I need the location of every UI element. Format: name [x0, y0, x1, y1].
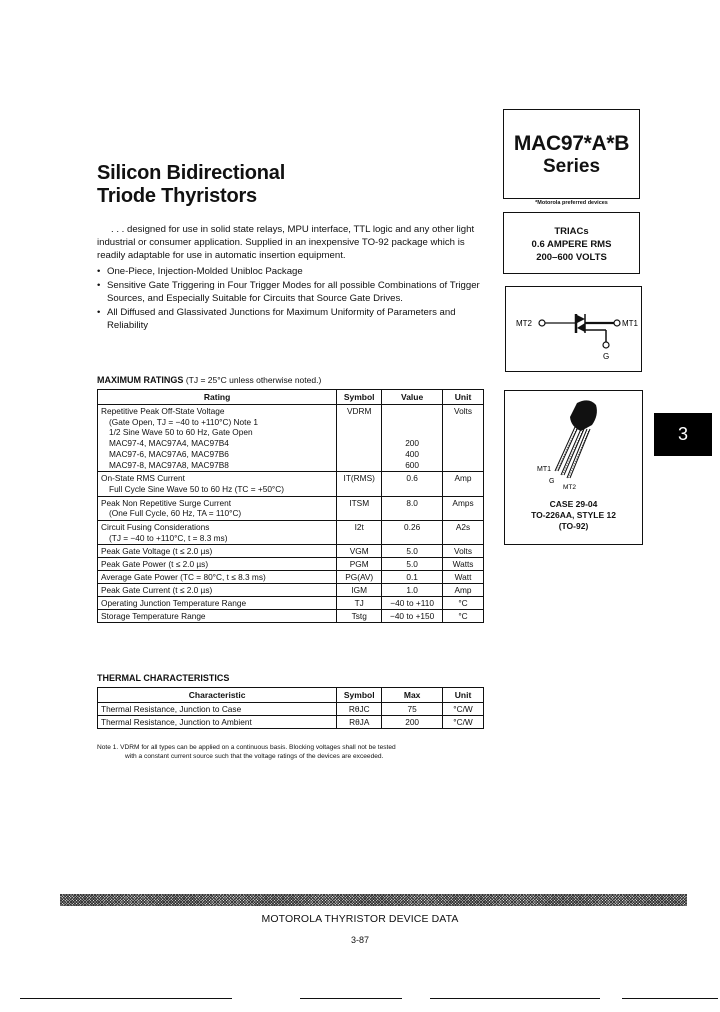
characteristic-cell: Thermal Resistance, Junction to Ambient [98, 716, 337, 729]
footer-hatch-band [60, 894, 687, 906]
case-style: TO-226AA, STYLE 12 [531, 510, 616, 520]
value-600: 600 [405, 459, 420, 470]
table-header-row [98, 390, 484, 405]
feature-item: • All Diffused and Glassivated Junctions for Maximum Uniformity of Parameters and Reliability [97, 306, 482, 332]
table-row [98, 584, 484, 597]
value-cell: 0.6 [382, 472, 443, 496]
column-header-unit: Unit [443, 688, 484, 703]
table-row [98, 716, 484, 729]
table-row [98, 496, 484, 520]
value-200: 200 [405, 438, 420, 449]
symbol-cell: I2t [337, 521, 382, 545]
table-row [98, 610, 484, 623]
section-tab: 3 [654, 413, 712, 456]
spec-line-current: 0.6 AMPERE RMS [531, 239, 612, 250]
unit-cell: Amp [443, 584, 484, 597]
thermal-table [97, 687, 484, 729]
symbol-cell: IT(RMS) [337, 472, 382, 496]
rating-condition: (One Full Cycle, 60 Hz, TA = 110°C) [109, 508, 242, 519]
characteristic-cell: Thermal Resistance, Junction to Case [98, 703, 337, 716]
max-ratings-condition: (TJ = 25°C unless otherwise noted.) [185, 375, 322, 385]
symbol-cell: Tstg [337, 610, 382, 623]
value-cell: 0.26 [382, 521, 443, 545]
to92-package-icon [505, 391, 642, 496]
lead-mt2-label: MT2 [563, 484, 576, 491]
device-group: MAC97-8, MAC97A8, MAC97B8 [109, 459, 229, 470]
max-cell: 200 [382, 716, 443, 729]
symbol-cell: PGM [337, 558, 382, 571]
rating-condition: Full Cycle Sine Wave 50 to 60 Hz (TC = +50°C) [109, 483, 285, 494]
rating-name: Operating Junction Temperature Range [98, 597, 337, 610]
value-cell: 8.0 [382, 496, 443, 520]
terminal-mt2-label: MT2 [516, 319, 532, 328]
symbol-cell: TJ [337, 597, 382, 610]
terminal-gate-label: G [603, 352, 610, 361]
footnote-line-1: Note 1. VDRM for all types can be applied on a continuous basis. Blocking voltages shall not be tested [97, 744, 396, 751]
max-ratings-heading [97, 375, 321, 385]
unit-cell: °C/W [443, 716, 484, 729]
unit-cell: Amps [443, 496, 484, 520]
case-number: CASE 29-04 [549, 499, 598, 509]
table-header-row [98, 688, 484, 703]
triac-schematic-icon [506, 287, 641, 371]
part-number: MAC97*A*B [513, 132, 630, 155]
unit-cell: °C/W [443, 703, 484, 716]
column-header-unit: Unit [443, 390, 484, 405]
case-description [505, 499, 642, 532]
table-row [98, 597, 484, 610]
column-header-symbol: Symbol [337, 688, 382, 703]
case-package: (TO-92) [558, 521, 589, 531]
table-row [98, 558, 484, 571]
terminal-mt1-label: MT1 [622, 319, 638, 328]
symbol-cell: VGM [337, 545, 382, 558]
max-ratings-table [97, 389, 484, 623]
table-row [98, 405, 484, 472]
bottom-rule [300, 998, 402, 999]
symbol-cell: VDRM [337, 405, 382, 472]
bottom-rule [622, 998, 718, 999]
part-number-box [503, 109, 640, 199]
title-line-2: Triode Thyristors [97, 185, 257, 207]
value-400: 400 [405, 448, 420, 459]
symbol-cell: RθJA [337, 716, 382, 729]
device-group: MAC97-6, MAC97A6, MAC97B6 [109, 448, 229, 459]
unit-cell: Amp [443, 472, 484, 496]
max-cell: 75 [382, 703, 443, 716]
value-cell [382, 405, 443, 472]
package-case-box [504, 390, 643, 545]
footnote-line-2: with a constant current source such that the voltage ratings of the devices are exceeded. [125, 753, 384, 760]
unit-cell: Watts [443, 558, 484, 571]
unit-cell: Volts [443, 405, 484, 472]
rating-name: Circuit Fusing Considerations [101, 522, 210, 533]
table-row [98, 703, 484, 716]
rating-name: Repetitive Peak Off-State Voltage [101, 406, 225, 416]
symbol-cell: IGM [337, 584, 382, 597]
feature-list [97, 265, 482, 332]
lead-g-label: G [549, 478, 555, 485]
value-cell: 0.1 [382, 571, 443, 584]
preferred-devices-note: *Motorola preferred devices [535, 200, 608, 206]
value-cell: −40 to +110 [382, 597, 443, 610]
thermal-heading: THERMAL CHARACTERISTICS [97, 673, 230, 683]
unit-cell: °C [443, 610, 484, 623]
column-header-max: Max [382, 688, 443, 703]
rating-name: Peak Non Repetitive Surge Current [101, 497, 232, 508]
table-row [98, 545, 484, 558]
table-row [98, 472, 484, 496]
intro-section [97, 223, 482, 333]
max-ratings-title: MAXIMUM RATINGS [97, 375, 184, 385]
footnote [97, 743, 487, 761]
unit-cell: Watt [443, 571, 484, 584]
value-cell: 5.0 [382, 558, 443, 571]
table-row [98, 571, 484, 584]
column-header-symbol: Symbol [337, 390, 382, 405]
bottom-rule [430, 998, 600, 999]
title-line-1: Silicon Bidirectional [97, 162, 286, 184]
value-cell: 1.0 [382, 584, 443, 597]
spec-line-voltage: 200–600 VOLTS [536, 252, 607, 263]
series-label: Series [542, 156, 601, 177]
rating-name: Peak Gate Voltage (t ≤ 2.0 µs) [98, 545, 337, 558]
rating-name: Peak Gate Power (t ≤ 2.0 µs) [98, 558, 337, 571]
symbol-cell: ITSM [337, 496, 382, 520]
value-cell: −40 to +150 [382, 610, 443, 623]
feature-item: • Sensitive Gate Triggering in Four Trigger Modes for all possible Combinations of Trigger Sources, and Especially Suitable for Circuits that Source Gate Drives. [97, 279, 482, 305]
column-header-value: Value [382, 390, 443, 405]
rating-name: On-State RMS Current [101, 473, 185, 484]
column-header-characteristic: Characteristic [98, 688, 337, 703]
symbol-cell: RθJC [337, 703, 382, 716]
spec-line-type: TRIACs [554, 226, 589, 237]
rating-name: Peak Gate Current (t ≤ 2.0 µs) [98, 584, 337, 597]
device-group: MAC97-4, MAC97A4, MAC97B4 [109, 438, 229, 449]
value-cell: 5.0 [382, 545, 443, 558]
rating-condition: (Gate Open, TJ = −40 to +110°C) Note 1 [109, 416, 258, 427]
spec-summary-box [503, 212, 640, 274]
feature-item: • One-Piece, Injection-Molded Unibloc Package [97, 265, 482, 278]
rating-condition: (TJ = −40 to +110°C, t = 8.3 ms) [109, 532, 228, 543]
bottom-rule [20, 998, 232, 999]
rating-condition: 1/2 Sine Wave 50 to 60 Hz, Gate Open [109, 427, 253, 438]
symbol-cell: PG(AV) [337, 571, 382, 584]
unit-cell: °C [443, 597, 484, 610]
rating-name: Storage Temperature Range [98, 610, 337, 623]
rating-name: Average Gate Power (TC = 80°C, t ≤ 8.3 ms) [98, 571, 337, 584]
unit-cell: A2s [443, 521, 484, 545]
table-row [98, 521, 484, 545]
lead-mt1-label: MT1 [537, 466, 551, 473]
page-number: 3-87 [350, 935, 369, 945]
triac-symbol-box [505, 286, 642, 372]
footer-title: MOTOROLA THYRISTOR DEVICE DATA [261, 913, 459, 925]
unit-cell: Volts [443, 545, 484, 558]
page-title [97, 162, 285, 208]
column-header-rating: Rating [98, 390, 337, 405]
intro-paragraph: . . . designed for use in solid state relays, MPU interface, TTL logic and any other light industrial or consumer application. Supplied in an inexpensive TO-92 package which is readily adaptable for use in automatic insertion equipment. [97, 224, 475, 261]
